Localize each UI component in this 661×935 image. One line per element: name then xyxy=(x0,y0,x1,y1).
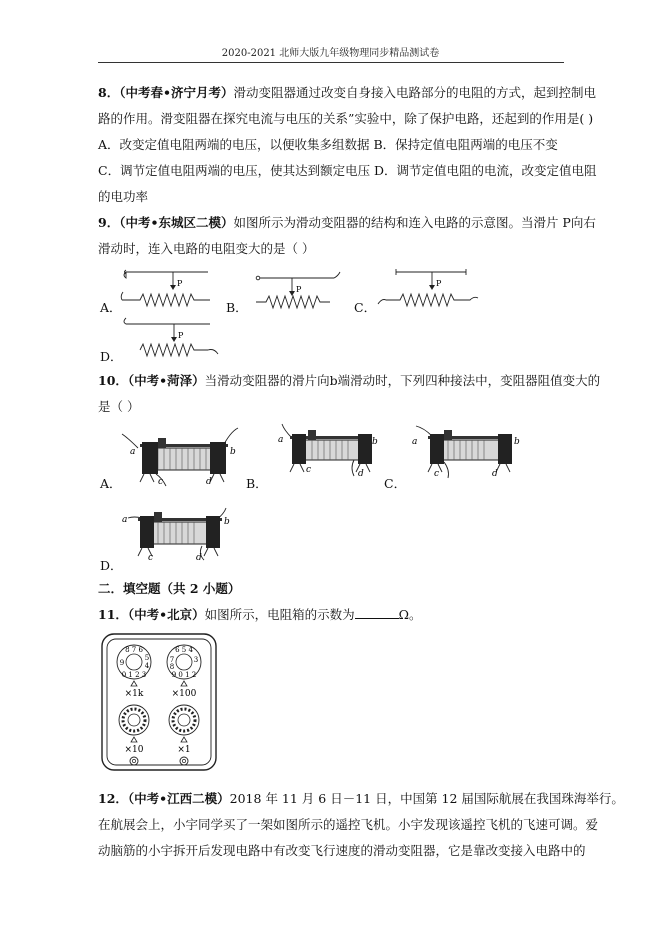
svg-text:8 7 6: 8 7 6 xyxy=(125,646,143,654)
q9c-p-label: P xyxy=(436,279,442,288)
svg-text:0 1 2 3: 0 1 2 3 xyxy=(121,671,147,679)
q10-option-a-label: A． xyxy=(100,476,122,491)
q10d-slider xyxy=(154,512,162,522)
q10b-label-d: d xyxy=(358,469,364,479)
q10-option-b-label: B． xyxy=(246,476,268,491)
q10b-slider xyxy=(308,430,316,440)
q9-diagram-b xyxy=(246,266,346,310)
q11-source: （中考•北京） xyxy=(127,607,205,622)
q9-option-a-label: A． xyxy=(100,300,122,315)
svg-text:9: 9 xyxy=(119,659,125,667)
q8-line-5: 的电功率 xyxy=(98,189,149,204)
q10a-label-d: d xyxy=(206,477,212,487)
q9a-resistor-coil xyxy=(122,294,210,306)
q10-line-1 xyxy=(98,372,600,390)
q10-rheostat-c xyxy=(404,420,524,480)
q10-option-d-label: D． xyxy=(100,558,123,573)
q10c-label-c: c xyxy=(434,469,440,479)
q8-text-1: 滑动变阻器通过改变自身接入电路部分的电阻的方式，起到控制电 xyxy=(233,85,596,100)
q9b-p-label: P xyxy=(296,285,302,294)
q11-number: 11． xyxy=(98,607,128,622)
q10-rheostat-a xyxy=(118,424,248,488)
q9a-top-rod xyxy=(124,272,208,278)
q8-number: 8． xyxy=(98,85,120,100)
q9-option-b-label: B． xyxy=(226,300,248,315)
dial-x100-label: ×100 xyxy=(171,689,197,699)
q9-diagram-d xyxy=(118,314,228,358)
svg-text:9 0 1 2: 9 0 1 2 xyxy=(171,671,197,679)
q8-source: （中考春•济宁月考） xyxy=(119,85,234,100)
q10d-label-c: c xyxy=(148,553,154,563)
q11-text-after: Ω。 xyxy=(398,607,422,622)
q10-rheostat-b xyxy=(272,420,382,480)
dial-x1-label: ×1 xyxy=(177,745,191,755)
q10a-label-a: a xyxy=(130,447,136,457)
q10b-wire-d xyxy=(352,460,354,476)
q10c-label-d: d xyxy=(492,469,498,479)
page-header: 2020-2021 北师大版九年级物理同步精品测试卷 xyxy=(221,48,440,59)
svg-text:7: 7 xyxy=(169,656,175,664)
q10c-label-b: b xyxy=(514,437,520,447)
q10c-wire-a xyxy=(416,426,432,436)
svg-text:8: 8 xyxy=(169,663,175,671)
svg-text:6 5 4: 6 5 4 xyxy=(175,646,193,654)
q9-line-2: 滑动时，连入电路的电阻变大的是（ ） xyxy=(98,241,315,256)
q8-line-2: 路的作用。滑变阻器在探究电流与电压的关系”实验中，除了保护电路，还起到的作用是( ) xyxy=(98,111,594,126)
q11-answer-blank xyxy=(355,606,399,619)
q9-diagram-a xyxy=(118,266,218,310)
svg-text:5: 5 xyxy=(144,654,150,662)
q10-source: （中考•菏泽） xyxy=(127,373,205,388)
q12-line-1 xyxy=(98,790,624,808)
q10-line-2: 是（ ） xyxy=(98,399,140,414)
q8-option-cd: C．调节定值电阻两端的电压，使其达到额定电压 D．调节定值电阻的电流，改变定值电阻 xyxy=(98,163,597,178)
q12-number: 12． xyxy=(98,791,128,806)
q8-line-1 xyxy=(98,84,596,102)
q11-resistance-box xyxy=(100,632,218,772)
q10a-slider xyxy=(158,438,166,448)
q12-line-3: 动脑筋的小宇拆开后发现电路中有改变飞行速度的滑动变阻器，它是靠改变接入电路中的 xyxy=(98,843,586,858)
q9d-p-label: P xyxy=(178,331,184,340)
q10d-label-d: d xyxy=(196,553,202,563)
q10d-label-a: a xyxy=(122,515,128,525)
q10d-label-b: b xyxy=(224,517,230,527)
q9d-top-rod xyxy=(124,318,210,324)
q10-number: 10． xyxy=(98,373,128,388)
svg-text:3: 3 xyxy=(193,656,199,664)
q9d-resistor-coil xyxy=(140,344,218,356)
q10a-wire-a xyxy=(122,434,138,448)
q12-line-2: 在航展会上，小宇同学买了一架如图所示的遥控飞机。小宇发现该遥控飞机的飞速可调。爱 xyxy=(98,817,599,832)
q9-line-1 xyxy=(98,214,596,232)
section-2-title: 二．填空题（共 2 小题） xyxy=(98,581,241,596)
q10c-slider xyxy=(444,430,452,440)
q10c-wire-c xyxy=(444,462,449,478)
q10b-wire-a xyxy=(282,424,292,438)
q9-option-c-label: C． xyxy=(354,300,377,315)
q9b-top-rod xyxy=(260,272,340,278)
dial-x1k-label: ×1k xyxy=(124,689,144,699)
q12-source: （中考•江西二模） xyxy=(127,791,230,806)
q10-option-c-label: C． xyxy=(384,476,407,491)
q9-option-d-label: D． xyxy=(100,349,123,364)
q12-text-1: 2018 年 11 月 6 日－11 日，中国第 12 届国际航展在我国珠海举行。 xyxy=(229,791,624,806)
q10-rheostat-d xyxy=(118,504,236,564)
svg-text:4: 4 xyxy=(144,662,150,670)
q10d-wire-a xyxy=(128,517,142,518)
header-divider xyxy=(98,62,564,63)
q10b-label-b: b xyxy=(372,437,378,447)
q9-text-1: 如图所示为滑动变阻器的结构和连入电路的示意图。当滑片 P向右 xyxy=(233,215,596,230)
q9c-resistor-coil xyxy=(378,294,478,306)
q10c-label-a: a xyxy=(412,437,418,447)
q9b-resistor-coil xyxy=(256,296,330,308)
q10a-label-c: c xyxy=(158,477,164,487)
q11-line xyxy=(98,606,422,624)
q9-diagram-c xyxy=(374,266,484,310)
q9a-p-label: P xyxy=(177,279,183,288)
q8-option-ab: A．改变定值电阻两端的电压，以便收集多组数据 B．保持定值电阻两端的电压不变 xyxy=(98,137,558,152)
q10b-label-a: a xyxy=(278,435,284,445)
q10a-label-b: b xyxy=(230,447,236,457)
q9-source: （中考•东城区二模） xyxy=(119,215,234,230)
q10-text-1: 当滑动变阻器的滑片向b端滑动时，下列四种接法中，变阻器阻值变大的 xyxy=(204,373,601,388)
q10b-label-c: c xyxy=(306,465,312,475)
q11-text-before: 如图所示，电阻箱的示数为 xyxy=(204,607,355,622)
q9-number: 9． xyxy=(98,215,120,230)
dial-x10-label: ×10 xyxy=(124,745,144,755)
